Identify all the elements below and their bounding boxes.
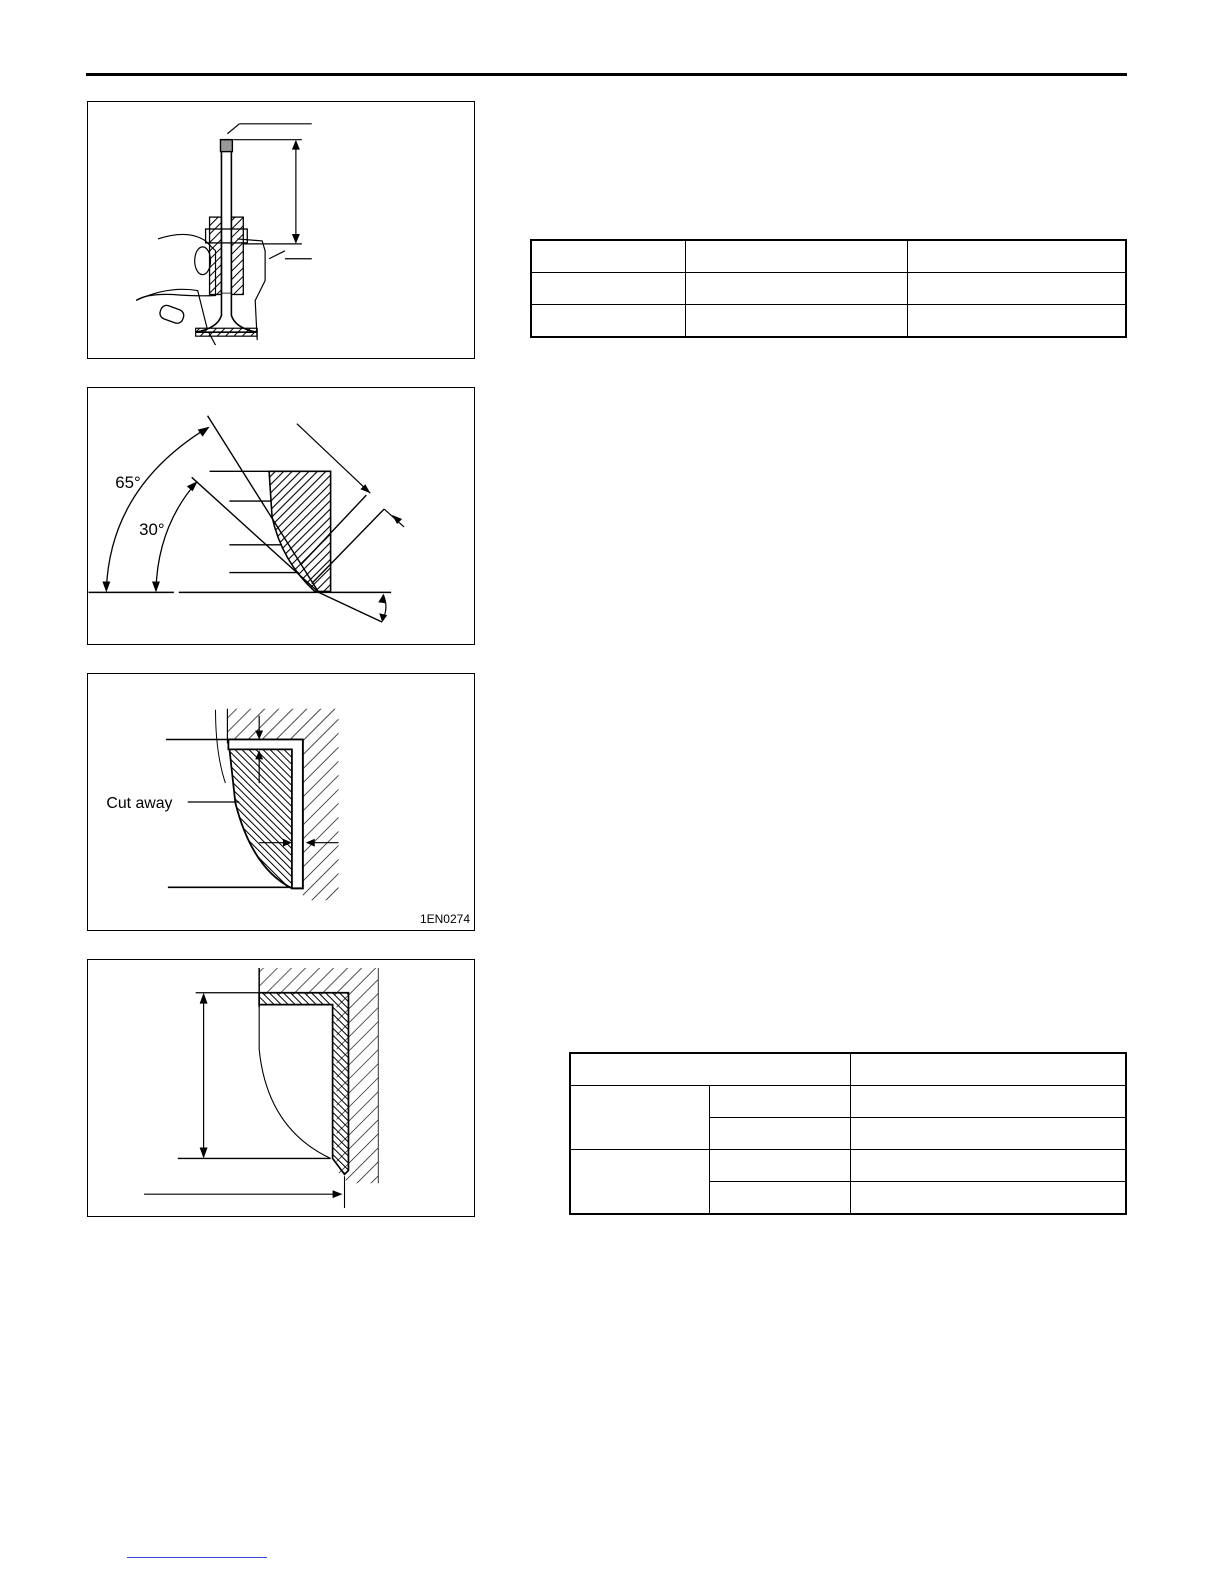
- table-header-row: [570, 1053, 1126, 1086]
- angle-65-label: 65°: [115, 473, 141, 493]
- table-cell: [851, 1150, 1127, 1182]
- seat-width-drawing: [88, 960, 474, 1216]
- table-cell: [908, 273, 1127, 305]
- table-cell: [531, 305, 686, 338]
- table-cell: [710, 1118, 851, 1150]
- table-header-cell: [851, 1053, 1127, 1086]
- spec-table-2: [569, 1052, 1127, 1215]
- table-cell: [686, 305, 908, 338]
- table-group-cell: [570, 1086, 710, 1150]
- table-cell: [531, 273, 686, 305]
- table-cell: [710, 1182, 851, 1215]
- table-cell: [710, 1086, 851, 1118]
- table-group-cell: [570, 1150, 710, 1215]
- table-row: [531, 305, 1126, 338]
- spec-table-1: [530, 239, 1127, 338]
- valve-stem-figure: [87, 101, 475, 359]
- cut-away-label: Cut away: [106, 794, 173, 812]
- table-row: [531, 273, 1126, 305]
- angle-30-label: 30°: [139, 519, 165, 539]
- seat-width-figure: [87, 959, 475, 1217]
- table-cell: [710, 1150, 851, 1182]
- table-cell: [686, 273, 908, 305]
- seat-cut-figure: [87, 673, 475, 931]
- table-cell: [851, 1086, 1127, 1118]
- seat-angle-figure: [87, 387, 475, 645]
- table-cell: [908, 240, 1127, 273]
- table-cell: [851, 1118, 1127, 1150]
- table-row: [531, 240, 1126, 273]
- table-row: [570, 1086, 1126, 1118]
- header-rule: [86, 73, 1127, 76]
- table-cell: [908, 305, 1127, 338]
- valve-stem-drawing: [88, 102, 474, 358]
- table-header-cell: [570, 1053, 851, 1086]
- table-cell: [531, 240, 686, 273]
- seat-angle-drawing: [88, 388, 474, 644]
- footer-link-underline[interactable]: [127, 1557, 267, 1558]
- figure-code: 1EN0274: [419, 912, 470, 926]
- table-cell: [851, 1182, 1127, 1215]
- table-row: [570, 1150, 1126, 1182]
- seat-cut-drawing: [88, 674, 474, 930]
- table-cell: [686, 240, 908, 273]
